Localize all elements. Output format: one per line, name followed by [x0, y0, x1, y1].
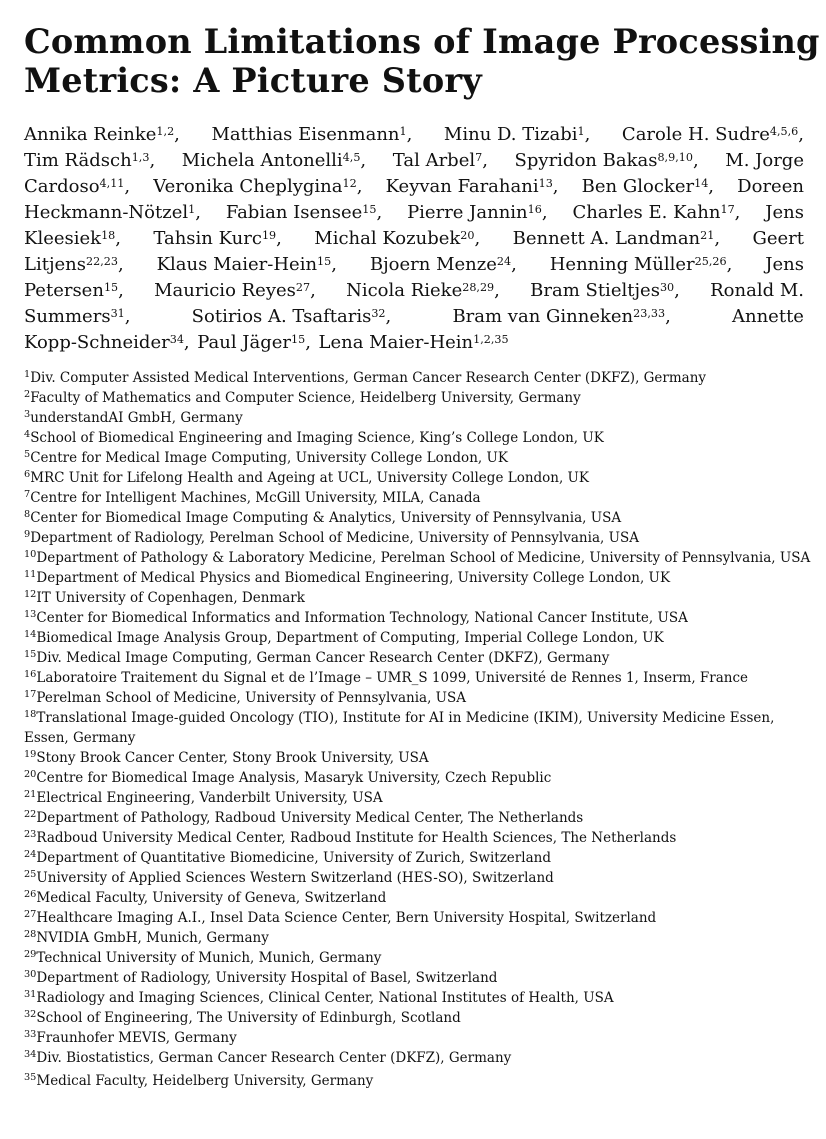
affiliation: $^{14}$Biomedical Image Analysis Group, Department of Computing, Imperial College London, UK	[24, 629, 664, 646]
author: Annika Reinke$^{1,2}$,	[24, 124, 180, 145]
affiliation: $^1$Div. Computer Assisted Medical Interventions, German Cancer Research Center (DKFZ), Germany	[24, 369, 707, 386]
author-line	[24, 304, 804, 330]
author-name-part: Jens	[765, 202, 804, 223]
affiliation: $^{17}$Perelman School of Medicine, University of Pennsylvania, USA	[24, 689, 467, 706]
affiliation: $^{19}$Stony Brook Cancer Center, Stony Brook University, USA	[24, 749, 429, 766]
affiliation: $^{23}$Radboud University Medical Center, Radboud Institute for Health Sciences, The Netherlands	[24, 829, 677, 846]
affiliation: $^8$Center for Biomedical Image Computing & Analytics, University of Pennsylvania, USA	[24, 509, 622, 526]
affiliation: $^{25}$University of Applied Sciences Western Switzerland (HES-SO), Switzerland	[24, 869, 554, 886]
author-name-part: Cardoso$^{4,11}$,	[24, 176, 131, 197]
author-line	[24, 330, 804, 356]
author: Tal Arbel$^7$,	[392, 150, 488, 171]
author-line	[24, 148, 804, 174]
affiliation: $^{21}$Electrical Engineering, Vanderbilt University, USA	[24, 789, 383, 806]
author-name-part: Heckmann-Nötzel$^1$,	[24, 202, 201, 223]
affiliation: $^6$MRC Unit for Lifelong Health and Ageing at UCL, University College London, UK	[24, 469, 590, 486]
author: Nicola Rieke$^{28,29}$,	[346, 280, 500, 301]
author-name-part: Annette	[732, 306, 804, 327]
affiliation: $^{29}$Technical University of Munich, Munich, Germany	[24, 949, 382, 966]
author: Spyridon Bakas$^{8,9,10}$,	[514, 150, 699, 171]
author: Tahsin Kurc$^{19}$,	[153, 228, 282, 249]
author-list	[24, 122, 804, 356]
affiliation: $^{11}$Department of Medical Physics and Biomedical Engineering, University College London, UK	[24, 569, 671, 586]
author: Henning Müller$^{25,26}$,	[549, 254, 733, 275]
author-name-part: Geert	[752, 228, 804, 249]
author-name-part: M. Jorge	[725, 150, 804, 171]
affiliation: $^5$Centre for Medical Image Computing, University College London, UK	[24, 449, 508, 466]
author: Veronika Cheplygina$^{12}$,	[153, 176, 363, 197]
affiliation: $^{10}$Department of Pathology & Laboratory Medicine, Perelman School of Medicine, University of Pennsylvania, USA	[24, 549, 811, 566]
title-line-1: Common Limitations of Image Processing	[24, 22, 820, 61]
author: Klaus Maier-Hein$^{15}$,	[156, 254, 337, 275]
affiliation: $^9$Department of Radiology, Perelman School of Medicine, University of Pennsylvania, USA	[24, 529, 639, 546]
affiliation: $^{35}$Medical Faculty, Heidelberg University, Germany	[24, 1072, 374, 1089]
author-name-part: Petersen$^{15}$,	[24, 280, 124, 301]
author-name-part: Litjens$^{22,23}$,	[24, 254, 124, 275]
author: Sotirios A. Tsaftaris$^{32}$,	[191, 306, 392, 327]
affiliation: $^{32}$School of Engineering, The University of Edinburgh, Scotland	[24, 1009, 461, 1026]
affiliation: $^4$School of Biomedical Engineering and Imaging Science, King’s College London, UK	[24, 429, 604, 446]
affiliation: $^{16}$Laboratoire Traitement du Signal et de l’Image – UMR_S 1099, Université de Rennes 1, Inserm, France	[24, 669, 749, 686]
author: Minu D. Tizabi$^1$,	[443, 124, 591, 145]
author: Charles E. Kahn$^{17}$,	[572, 202, 741, 223]
paper-title	[24, 22, 820, 100]
author-line	[24, 252, 804, 278]
author: Keyvan Farahani$^{13}$,	[385, 176, 559, 197]
author: Pierre Jannin$^{16}$,	[407, 202, 548, 223]
author: Bjoern Menze$^{24}$,	[369, 254, 517, 275]
author: Paul Jäger$^{15}$,	[197, 332, 311, 353]
author-line	[24, 174, 804, 200]
author: Mauricio Reyes$^{27}$,	[154, 280, 316, 301]
author: Michal Kozubek$^{20}$,	[314, 228, 481, 249]
affiliation: $^{22}$Department of Pathology, Radboud University Medical Center, The Netherlands	[24, 809, 584, 826]
author: Ben Glocker$^{14}$,	[581, 176, 715, 197]
author-line	[24, 122, 804, 148]
affiliation: $^{34}$Div. Biostatistics, German Cancer Research Center (DKFZ), Germany	[24, 1049, 512, 1066]
affiliation: $^{33}$Fraunhofer MEVIS, Germany	[24, 1029, 237, 1046]
affiliation: $^{13}$Center for Biomedical Informatics and Information Technology, National Cancer Institute, USA	[24, 609, 688, 626]
author: Michela Antonelli$^{4,5}$,	[181, 150, 367, 171]
author: Fabian Isensee$^{15}$,	[225, 202, 383, 223]
affiliation: $^{30}$Department of Radiology, University Hospital of Basel, Switzerland	[24, 969, 498, 986]
affiliation: $^3$understandAI GmbH, Germany	[24, 409, 243, 426]
author: Tim Rädsch$^{1,3}$,	[24, 150, 156, 171]
affiliation: $^{12}$IT University of Copenhagen, Denmark	[24, 589, 305, 606]
affiliation: $^7$Centre for Intelligent Machines, McGill University, MILA, Canada	[24, 489, 481, 506]
affiliation: $^{28}$NVIDIA GmbH, Munich, Germany	[24, 929, 269, 946]
author: Bennett A. Landman$^{21}$,	[512, 228, 721, 249]
title-line-2: Metrics: A Picture Story	[24, 61, 482, 100]
author-name-part: Kopp-Schneider$^{34}$,	[24, 332, 190, 353]
affiliation: $^{27}$Healthcare Imaging A.I., Insel Data Science Center, Bern University Hospital, Switzerland	[24, 909, 657, 926]
author-line	[24, 278, 804, 304]
author: Matthias Eisenmann$^1$,	[211, 124, 413, 145]
author-line	[24, 200, 804, 226]
affiliation-list	[24, 368, 814, 1091]
author-name-part: Ronald M.	[710, 280, 804, 301]
author-name-part: Doreen	[737, 176, 804, 197]
author: Bram van Ginneken$^{23,33}$,	[452, 306, 671, 327]
affiliation: $^{31}$Radiology and Imaging Sciences, Clinical Center, National Institutes of Health, USA	[24, 989, 614, 1006]
author-name-part: Kleesiek$^{18}$,	[24, 228, 121, 249]
author-name-part: Summers$^{31}$,	[24, 306, 131, 327]
author-line	[24, 226, 804, 252]
affiliation: $^{15}$Div. Medical Image Computing, German Cancer Research Center (DKFZ), Germany	[24, 649, 610, 666]
author: Bram Stieltjes$^{30}$,	[530, 280, 680, 301]
author: Lena Maier-Hein$^{1,2,35}$	[318, 332, 509, 353]
affiliation: $^{24}$Department of Quantitative Biomedicine, University of Zurich, Switzerland	[24, 849, 551, 866]
author: Carole H. Sudre$^{4,5,6}$,	[621, 124, 804, 145]
author-name-part: Jens	[765, 254, 804, 275]
affiliation: $^{26}$Medical Faculty, University of Geneva, Switzerland	[24, 889, 387, 906]
affiliation: $^{18}$Translational Image-guided Oncology (TIO), Institute for AI in Medicine (IKIM), University Medicine Essen, Essen, Germany	[24, 709, 775, 746]
affiliation: $^{20}$Centre for Biomedical Image Analysis, Masaryk University, Czech Republic	[24, 769, 552, 786]
affiliation: $^2$Faculty of Mathematics and Computer Science, Heidelberg University, Germany	[24, 389, 581, 406]
